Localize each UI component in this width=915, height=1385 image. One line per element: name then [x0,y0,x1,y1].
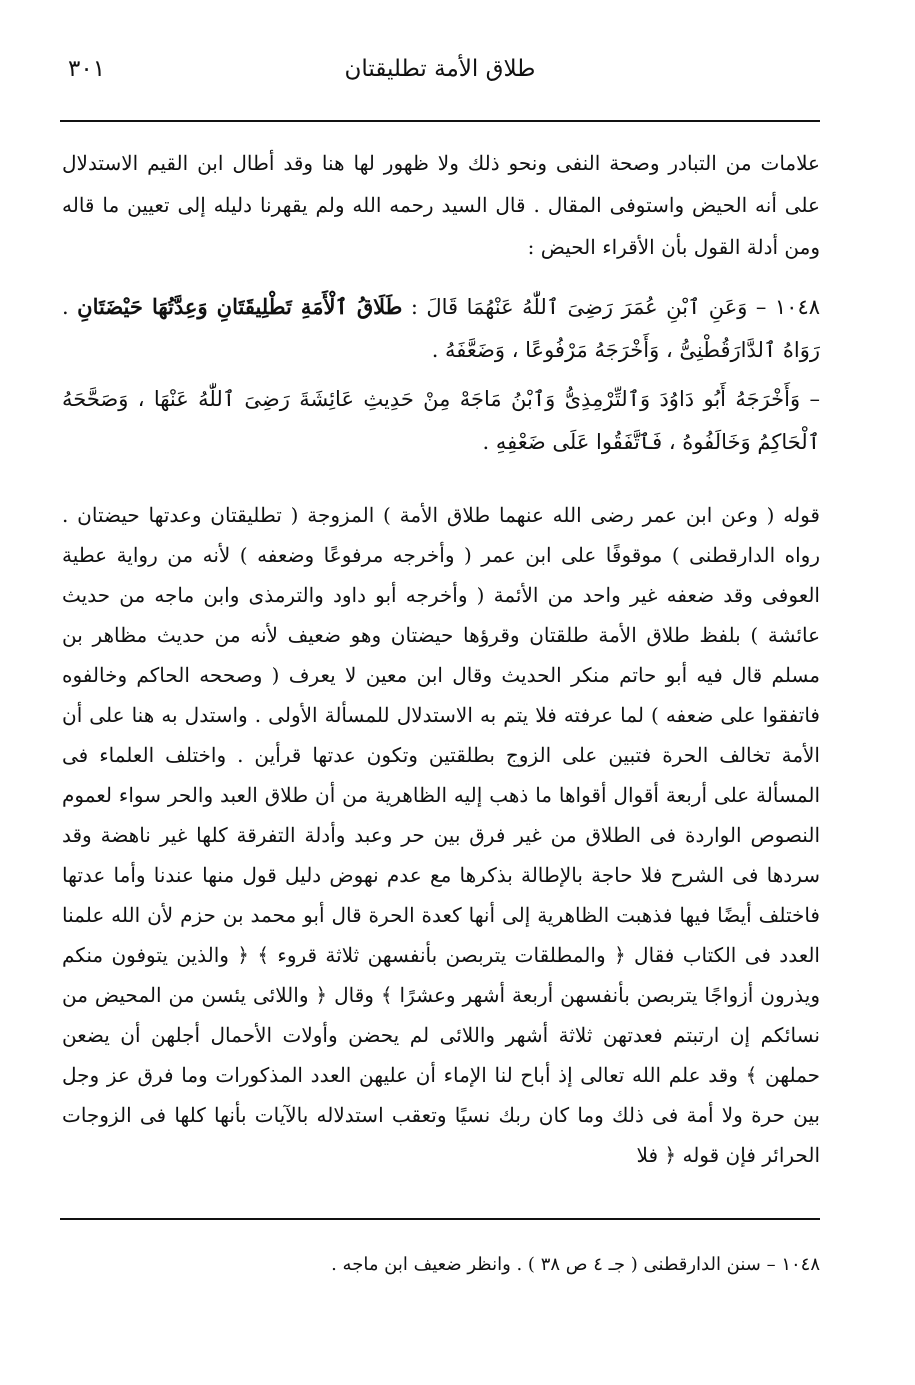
hadith-source: . رَوَاهُ ٱلدَّارَقُطْنِىُّ ، وَأَخْرَجَهُ مَرْفُوعًا ، وَضَعَّفَهُ . [62,295,820,362]
running-header [60,52,820,92]
footnote: ١٠٤٨ – سنن الدارقطنى ( جـ ٤ ص ٣٨ ) . وانظر ضعيف ابن ماجه . [331,1254,820,1275]
page-title: طلاق الأمة تطليقتان [344,56,536,82]
takhrij-text: – وَأَخْرَجَهُ أَبُو دَاوُدَ وَٱلتِّرْمِذِىُّ وَٱبْنُ مَاجَهْ مِنْ حَدِيثِ عَائِشَةَ رَضِىَ ٱللّٰهُ عَنْهَا ، وَصَحَّحَهُ ٱلْحَاكِمُ وَخَالَفُوهُ ، فَٱتَّفَقُوا عَلَى ضَعْفِهِ . [62,387,820,454]
intro-paragraph: علامات من التبادر وصحة النفى ونحو ذلك ولا ظهور لها هنا وقد أطال ابن القيم الاستدلال على أنه الحيض واستوفى المقال . قال السيد رحمه الله ولم يقهرنا دليله إلى تعيين ما قاله ومن أدلة القول بأن الأقراء الحيض : [62,151,820,259]
footnote-rule [60,1218,820,1220]
commentary-text: قوله ( وعن ابن عمر رضى الله عنهما طلاق الأمة ) المزوجة ( تطليقتان وعدتها حيضتان . رواه الدارقطنى ) موقوفًا على ابن عمر ( وأخرجه مرفوعًا وضعفه ) لأنه من رواية عطية العوفى وقد ضعفه غير واحد من الأئمة ( وأخرجه أبو داود والترمذى وابن ماجه من حديث عائشة ) بلفظ طلاق الأمة طلقتان وقرؤها حيضتان وهو ضعيف لأنه من حديث مظاهر بن مسلم قال فيه أبو حاتم منكر الحديث وقال ابن معين لا يعرف ( وصححه الحاكم وخالفوه فاتفقوا على ضعفه ) لما عرفته فلا يتم به الاستدلال للمسألة الأولى . واستدل به هنا على أن الأمة تخالف الحرة فتبين على الزوج بطلقتين وتكون عدتها قرأين . واختلف العلماء فى المسألة على أربعة أقوال أقواها ما ذهب إليه الظاهرية من أن طلاق العبد والحر سواء لعموم النصوص الواردة فى الطلاق من غير فرق بين حر وعبد وأدلة التفرقة كلها غير ناهضة وقد سردها فى الشرح فلا حاجة بالإطالة بذكرها مع عدم نهوض دليل قول منها عندنا وأما عدتها فاختلف أيضًا فيها فذهبت الظاهرية إلى أنها كعدة الحرة قال أبو محمد بن حزم لأن الله علمنا العدد فى الكتاب فقال ﴿ والمطلقات يتربصن بأنفسهن ثلاثة قروء ﴾ ﴿ والذين يتوفون منكم ويذرون أزواجًا يتربصن بأنفسهن أربعة أشهر وعشرًا ﴾ وقال ﴿ واللائى يئسن من المحيض من نسائكم إن ارتبتم فعدتهن ثلاثة أشهر واللائى لم يحضن وأولات الأحمال أجلهن أن يضعن حملهن ﴾ وقد علم الله تعالى إذ أباح لنا الإماء أن عليهن العدد المذكورات وما فرق عز وجل بين حرة ولا أمة فى ذلك وما كان ربك نسيًا وتعقب استدلاله بالآيات بأنها كلها فى الزوجات الحرائر فإن قوله ﴿ فلا [62,503,821,1167]
hadith-number-intro: ١٠٤٨ – وَعَنِ ٱبْنِ عُمَرَ رَضِىَ ٱللّٰهُ عَنْهُمَا قَالَ : [410,295,821,319]
page-number: ٣٠١ [68,56,106,82]
hadith-text [62,285,820,372]
header-rule [60,120,820,122]
hadith-matn: طَلَاقُ ٱلْأَمَةِ تَطْلِيقَتَانِ وَعِدَّتُهَا حَيْضَتَانِ [77,294,403,319]
